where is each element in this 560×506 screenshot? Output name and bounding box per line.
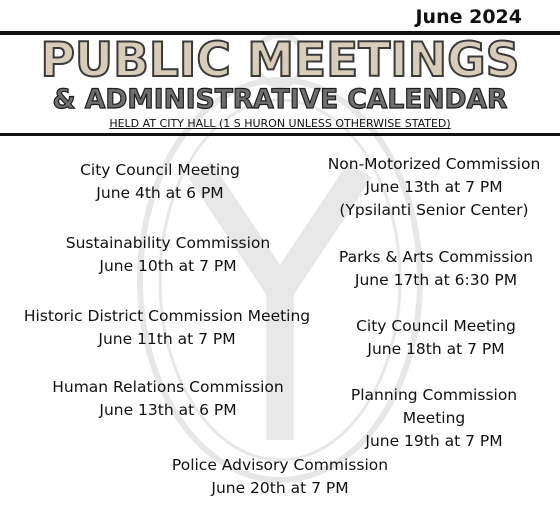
event-time: June 17th at 6:30 PM [354,271,518,289]
event-name-line2: Meeting [402,409,466,427]
bottom-divider [0,133,560,136]
event-time: June 19th at 7 PM [365,432,503,450]
event-historic-district-commission [4,305,330,351]
event-time: June 10th at 7 PM [99,257,237,275]
event-name: City Council Meeting [356,317,516,335]
event-sustainability-commission [48,232,288,278]
page-subtitle: & ADMINISTRATIVE CALENDAR [52,84,508,115]
event-city-council-june-18 [336,315,536,361]
event-name: Parks & Arts Commission [338,248,534,266]
event-name: Sustainability Commission [65,234,271,252]
event-time: June 13th at 6 PM [99,401,237,419]
event-time: June 11th at 7 PM [98,330,236,348]
event-city-council-june-4 [60,159,260,205]
event-location: (Ypsilanti Senior Center) [339,201,529,219]
event-name: Historic District Commission Meeting [23,307,311,325]
page-title: PUBLIC MEETINGS [40,33,520,88]
event-time: June 4th at 6 PM [96,184,224,202]
event-non-motorized-commission [310,153,558,222]
event-time: June 13th at 7 PM [365,178,503,196]
month-label: June 2024 [415,6,522,28]
event-name: Human Relations Commission [52,378,284,396]
event-name: City Council Meeting [80,161,240,179]
event-time: June 18th at 7 PM [367,340,505,358]
event-human-relations-commission [36,376,300,422]
event-police-advisory-commission [140,454,420,500]
event-parks-arts-commission [320,246,552,292]
event-time: June 20th at 7 PM [211,479,349,497]
location-note: HELD AT CITY HALL (1 S HURON UNLESS OTHERWISE STATED) [109,117,451,130]
event-name: Planning Commission [350,386,518,404]
event-name: Non-Motorized Commission [327,155,541,173]
event-name: Police Advisory Commission [171,456,389,474]
event-planning-commission [334,384,534,453]
